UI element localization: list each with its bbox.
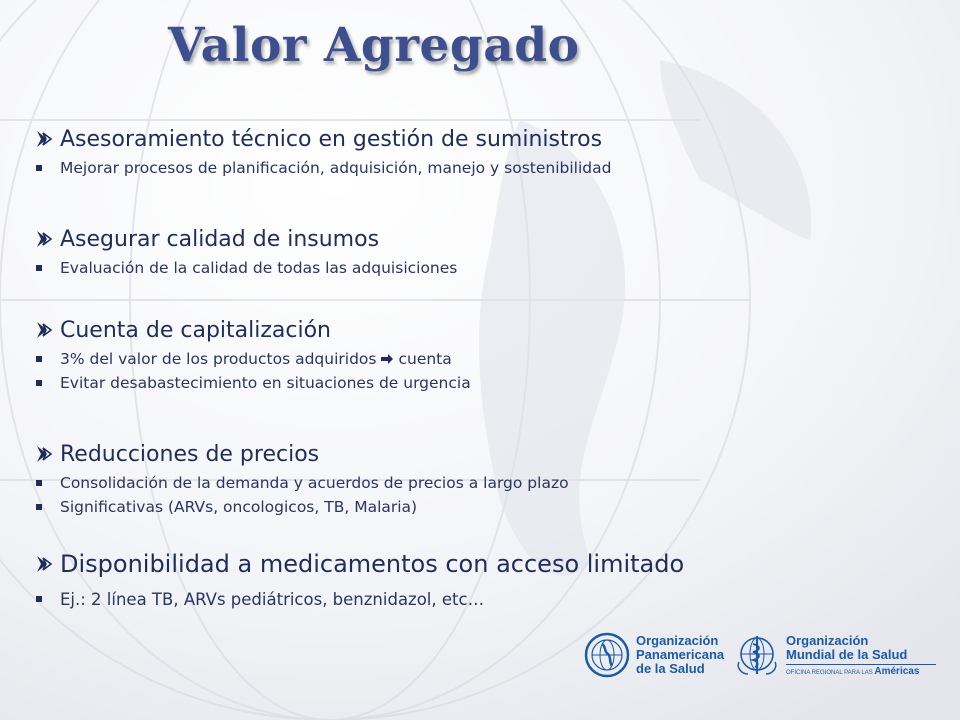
list-item xyxy=(36,587,684,611)
who-name xyxy=(786,634,936,677)
list-item xyxy=(36,256,457,280)
paho-emblem-icon xyxy=(584,632,630,678)
list-item-text: Evaluación de la calidad de todas las adquisiciones xyxy=(60,259,458,277)
heading-row xyxy=(34,222,457,256)
section-heading: Asesoramiento técnico en gestión de suministros xyxy=(60,126,603,152)
list-item-text xyxy=(60,350,452,368)
right-arrow-icon xyxy=(380,353,394,365)
arrow-bullet-icon xyxy=(34,553,56,575)
heading-row xyxy=(34,437,569,471)
list-item-text: Evitar desabastecimiento en situaciones de urgencia xyxy=(60,374,471,392)
who-line-2: Mundial de la Salud xyxy=(786,646,908,662)
section-heading: Reducciones de precios xyxy=(60,441,320,467)
heading-row xyxy=(34,122,611,156)
who-regional-office xyxy=(786,666,936,677)
arrow-bullet-icon xyxy=(34,443,56,465)
who-regional-label: OFICINA REGIONAL PARA LAS xyxy=(786,669,873,676)
square-bullet-icon xyxy=(36,596,42,602)
paho-line-1: Organización xyxy=(636,633,719,648)
arrow-bullet-icon xyxy=(34,228,56,250)
arrow-bullet-icon xyxy=(34,319,56,341)
square-bullet-icon xyxy=(36,165,42,171)
paho-name xyxy=(636,634,724,676)
square-bullet-icon xyxy=(36,356,42,362)
section-heading: Asegurar calidad de insumos xyxy=(60,226,380,252)
list-item-text: Significativas (ARVs, oncologicos, TB, Malaria) xyxy=(60,498,418,516)
heading-row xyxy=(34,547,684,581)
arrow-bullet-icon xyxy=(34,128,56,150)
section-heading: Disponibilidad a medicamentos con acceso limitado xyxy=(60,550,685,578)
list-item xyxy=(36,156,611,180)
who-region: Américas xyxy=(874,665,920,677)
section-capitalizacion xyxy=(34,313,471,395)
square-bullet-icon xyxy=(36,380,42,386)
paho-line-3: de la Salud xyxy=(636,661,705,676)
list-item xyxy=(36,471,569,495)
paho-logo xyxy=(584,632,724,678)
list-item-text: Ej.: 2 línea TB, ARVs pediátricos, benznidazol, etc… xyxy=(60,589,485,609)
square-bullet-icon xyxy=(36,265,42,271)
list-item-text: Mejorar procesos de planificación, adquisición, manejo y sostenibilidad xyxy=(60,159,612,177)
section-heading: Cuenta de capitalización xyxy=(60,317,332,343)
list-item xyxy=(36,371,471,395)
who-divider xyxy=(786,664,936,665)
list-item-text-before: 3% del valor de los productos adquiridos xyxy=(60,350,377,368)
who-emblem-icon xyxy=(734,632,780,678)
section-calidad xyxy=(34,222,457,280)
list-item-text-after: cuenta xyxy=(398,350,452,368)
paho-line-2: Panamericana xyxy=(636,647,725,662)
slide-title: Valor Agregado xyxy=(168,18,580,73)
list-item xyxy=(36,347,471,371)
square-bullet-icon xyxy=(36,480,42,486)
square-bullet-icon xyxy=(36,504,42,510)
section-reducciones xyxy=(34,437,569,519)
section-asesoramiento xyxy=(34,122,611,180)
list-item-text: Consolidación de la demanda y acuerdos de precios a largo plazo xyxy=(60,474,569,492)
section-disponibilidad xyxy=(34,547,684,611)
heading-row xyxy=(34,313,471,347)
who-line-1: Organización xyxy=(786,632,869,648)
list-item xyxy=(36,495,569,519)
who-logo xyxy=(734,632,936,678)
